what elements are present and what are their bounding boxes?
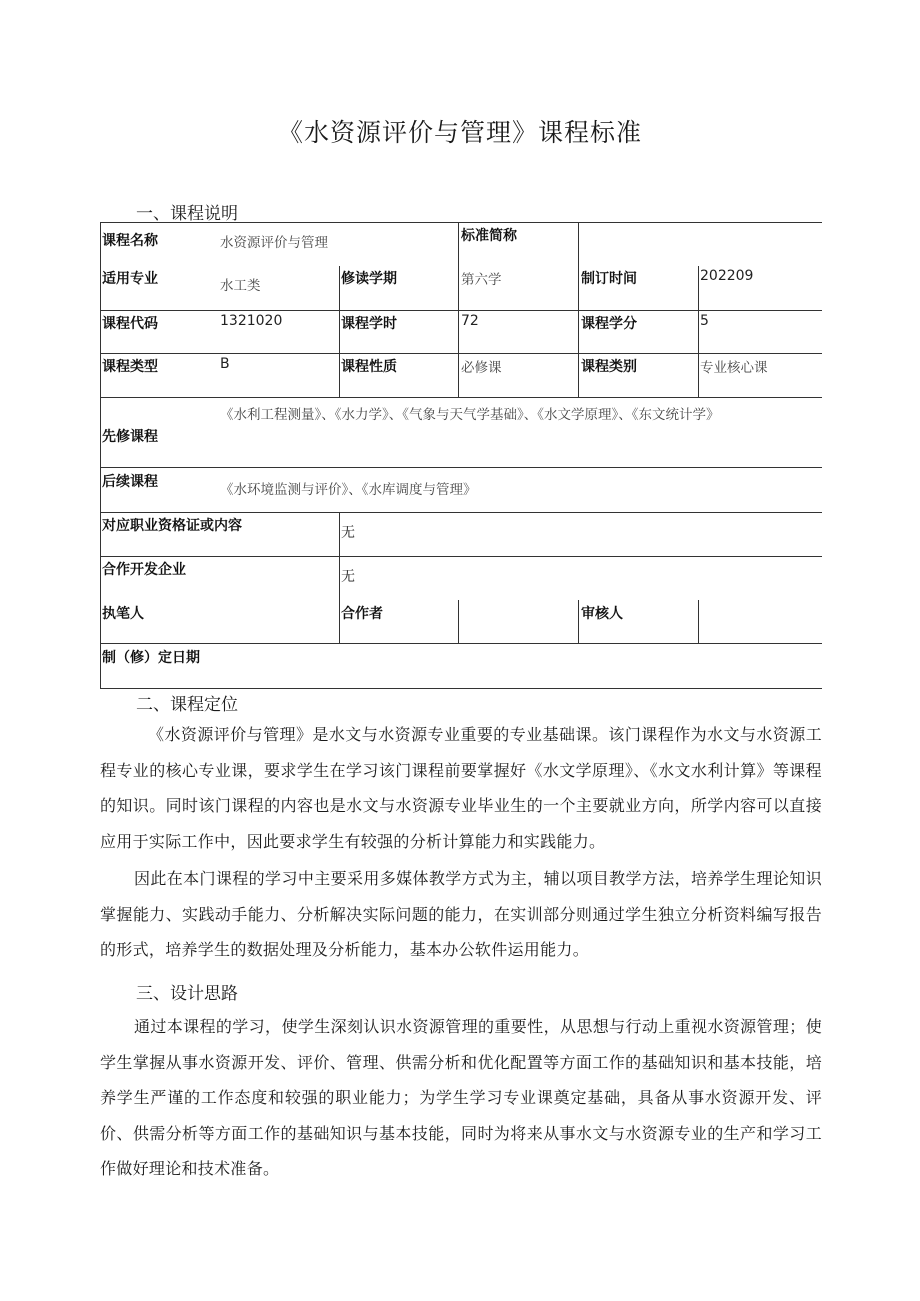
course-code-label: 课程代码 xyxy=(102,316,158,332)
table-rule xyxy=(339,266,340,397)
table-rule xyxy=(458,222,459,397)
course-nature-value: 必修课 xyxy=(461,360,502,376)
prerequisite-label: 先修课程 xyxy=(102,429,158,445)
table-border-bottom xyxy=(100,688,822,689)
term-value: 第六学 xyxy=(461,272,502,288)
table-border-top xyxy=(100,222,822,223)
course-category-label: 课程类别 xyxy=(581,359,637,375)
revision-date-label: 制（修）定日期 xyxy=(102,650,200,666)
table-rule xyxy=(698,600,699,643)
table-rule xyxy=(100,310,822,311)
followup-label: 后续课程 xyxy=(102,474,158,490)
table-border-left xyxy=(100,222,101,688)
table-rule xyxy=(578,600,579,643)
table-rule xyxy=(578,222,579,397)
table-rule xyxy=(458,600,459,643)
collaborator-label: 合作者 xyxy=(341,606,383,622)
followup-value: 《水环境监测与评价》、《水库调度与管理》 xyxy=(220,482,477,498)
section-heading-course-positioning: 二、课程定位 xyxy=(136,695,238,715)
table-rule xyxy=(100,353,822,354)
paragraph-design-ideas: 通过本课程的学习，使学生深刻认识水资源管理的重要性，从思想与行动上重视水资源管理；使学生掌握从事水资源开发、评价、管理、供需分析和优化配置等方面工作的基础知识和基本技能，培养学生严谨的工作态度和较强的职业能力；为学生学习专业课奠定基础，具备从事水资源开发、评价、供需分析等方面工作的基础知识与基本技能，同时为将来从事水文与水资源专业的生产和学习工作做好理论和技术准备。 xyxy=(100,1017,822,1178)
certificate-label: 对应职业资格证或内容 xyxy=(102,518,242,534)
course-credit-label: 课程学分 xyxy=(581,316,637,332)
course-credit-value: 5 xyxy=(700,313,709,329)
certificate-value: 无 xyxy=(341,525,355,541)
major-value: 水工类 xyxy=(220,278,261,294)
table-rule xyxy=(100,512,822,513)
coop-enterprise-label: 合作开发企业 xyxy=(102,562,186,578)
term-label: 修读学期 xyxy=(341,271,397,287)
table-rule xyxy=(339,512,340,643)
course-hours-value: 72 xyxy=(461,313,479,329)
reviewer-label: 审核人 xyxy=(581,606,623,622)
course-type-value: B xyxy=(220,356,230,372)
section-heading-design-ideas: 三、设计思路 xyxy=(136,984,238,1004)
table-rule xyxy=(100,556,822,557)
table-rule xyxy=(100,397,822,398)
course-type-label: 课程类型 xyxy=(102,359,158,375)
made-time-label: 制订时间 xyxy=(581,271,637,287)
course-category-value: 专业核心课 xyxy=(700,360,768,376)
made-time-value: 202209 xyxy=(700,268,754,284)
section-heading-course-description: 一、课程说明 xyxy=(136,204,238,224)
table-rule xyxy=(100,643,822,644)
coop-enterprise-value: 无 xyxy=(341,569,355,585)
course-name-value: 水资源评价与管理 xyxy=(220,235,328,251)
course-hours-label: 课程学时 xyxy=(341,316,397,332)
major-label: 适用专业 xyxy=(102,271,158,287)
course-code-value: 1321020 xyxy=(220,313,283,329)
paragraph-positioning-2: 因此在本门课程的学习中主要采用多媒体教学方式为主，辅以项目教学方法，培养学生理论知识掌握能力、实践动手能力、分析解决实际问题的能力，在实训部分则通过学生独立分析资料编写报告的形式，培养学生的数据处理及分析能力，基本办公软件运用能力。 xyxy=(100,869,822,959)
author-label: 执笔人 xyxy=(102,606,144,622)
table-rule xyxy=(698,266,699,397)
course-nature-label: 课程性质 xyxy=(341,359,397,375)
page-title: 《水资源评价与管理》课程标准 xyxy=(277,118,642,147)
prerequisite-value: 《水利工程测量》、《水力学》、《气象与天气学基础》、《水文学原理》、《东文统计学》 xyxy=(220,407,720,423)
course-name-label: 课程名称 xyxy=(102,233,158,249)
paragraph-positioning-1: 《水资源评价与管理》是水文与水资源专业重要的专业基础课。该门课程作为水文与水资源工程专业的核心专业课，要求学生在学习该门课程前要掌握好《水文学原理》、《水文水利计算》等课程的知识。同时该门课程的内容也是水文与水资源专业毕业生的一个主要就业方向，所学内容可以直接应用于实际工作中，因此要求学生有较强的分析计算能力和实践能力。 xyxy=(100,725,822,851)
table-rule xyxy=(100,467,822,468)
standard-abbreviation-label: 标准简称 xyxy=(461,228,517,244)
